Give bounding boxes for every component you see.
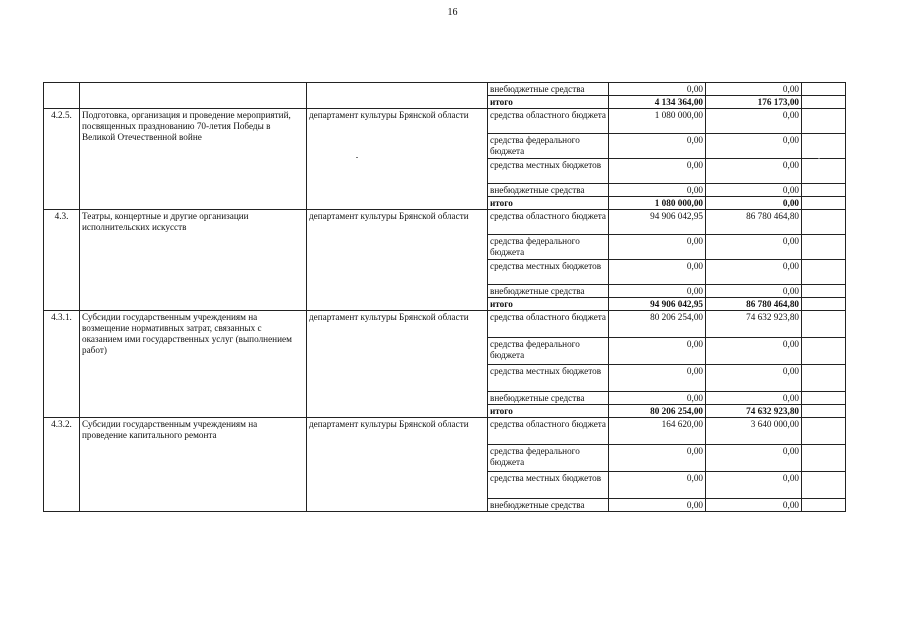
empty-cell xyxy=(802,83,846,96)
empty-cell xyxy=(802,96,846,109)
amount-cell-1: 164 620,00 xyxy=(609,418,706,445)
empty-cell xyxy=(802,298,846,311)
amount-cell-1: 94 906 042,95 xyxy=(609,210,706,235)
table-row xyxy=(44,311,846,338)
funding-source-cell: средства федерального бюджета xyxy=(488,235,609,260)
amount-cell-2: 0,00 xyxy=(706,83,802,96)
funding-source-cell: средства областного бюджета xyxy=(488,418,609,445)
funding-source-cell: внебюджетные средства xyxy=(488,499,609,512)
amount-cell-1: 4 134 364,00 xyxy=(609,96,706,109)
item-number-cell: 4.3.1. xyxy=(44,311,80,418)
item-number-cell: 4.2.5. xyxy=(44,109,80,210)
department-cell: департамент культуры Брянской области xyxy=(307,418,488,512)
empty-cell xyxy=(802,499,846,512)
funding-source-cell: средства областного бюджета xyxy=(488,311,609,338)
funding-source-cell: средства областного бюджета xyxy=(488,210,609,235)
amount-cell-1: 80 206 254,00 xyxy=(609,405,706,418)
amount-cell-1: 0,00 xyxy=(609,134,706,159)
table-row xyxy=(44,109,846,134)
table-row xyxy=(44,418,846,445)
department-cell: департамент культуры Брянской области xyxy=(307,210,488,311)
amount-cell-1: 0,00 xyxy=(609,499,706,512)
empty-cell xyxy=(802,405,846,418)
item-number-cell: 4.3.2. xyxy=(44,418,80,512)
empty-cell xyxy=(802,159,846,184)
empty-cell xyxy=(802,285,846,298)
budget-table xyxy=(43,82,846,512)
department-cell xyxy=(307,83,488,109)
amount-cell-2: 0,00 xyxy=(706,159,802,184)
amount-cell-1: 0,00 xyxy=(609,472,706,499)
amount-cell-2: 3 640 000,00 xyxy=(706,418,802,445)
empty-cell xyxy=(802,197,846,210)
item-name-cell: Субсидии государственным учреждениям на проведение капитального ремонта xyxy=(80,418,307,512)
scan-speck xyxy=(818,158,820,159)
item-name-cell: Субсидии государственным учреждениям на возмещение нормативных затрат, связанных с оказанием ими государственных услуг (выполнением работ) xyxy=(80,311,307,418)
table-body xyxy=(44,83,846,512)
amount-cell-2: 0,00 xyxy=(706,109,802,134)
amount-cell-2: 0,00 xyxy=(706,260,802,285)
department-cell: департамент культуры Брянской области xyxy=(307,109,488,210)
empty-cell xyxy=(802,445,846,472)
funding-source-cell: средства федерального бюджета xyxy=(488,134,609,159)
funding-source-cell: итого xyxy=(488,96,609,109)
item-number-cell: 4.3. xyxy=(44,210,80,311)
empty-cell xyxy=(802,184,846,197)
funding-source-cell: средства областного бюджета xyxy=(488,109,609,134)
table-row xyxy=(44,210,846,235)
empty-cell xyxy=(802,392,846,405)
amount-cell-2: 86 780 464,80 xyxy=(706,210,802,235)
funding-source-cell: средства местных бюджетов xyxy=(488,365,609,392)
amount-cell-1: 80 206 254,00 xyxy=(609,311,706,338)
funding-source-cell: средства федерального бюджета xyxy=(488,338,609,365)
item-number-cell xyxy=(44,83,80,109)
amount-cell-2: 0,00 xyxy=(706,235,802,260)
empty-cell xyxy=(802,109,846,134)
empty-cell xyxy=(802,338,846,365)
amount-cell-1: 0,00 xyxy=(609,159,706,184)
funding-source-cell: итого xyxy=(488,405,609,418)
empty-cell xyxy=(802,472,846,499)
amount-cell-1: 1 080 000,00 xyxy=(609,197,706,210)
empty-cell xyxy=(802,365,846,392)
amount-cell-2: 0,00 xyxy=(706,197,802,210)
item-name-cell: Подготовка, организация и проведение мероприятий, посвященных празднованию 70-летия Победы в Великой Отечественной войне xyxy=(80,109,307,210)
amount-cell-2: 0,00 xyxy=(706,285,802,298)
empty-cell xyxy=(802,311,846,338)
funding-source-cell: средства местных бюджетов xyxy=(488,260,609,285)
amount-cell-2: 0,00 xyxy=(706,472,802,499)
amount-cell-2: 0,00 xyxy=(706,392,802,405)
funding-source-cell: итого xyxy=(488,298,609,311)
funding-source-cell: внебюджетные средства xyxy=(488,285,609,298)
scan-speck xyxy=(356,157,358,158)
amount-cell-2: 74 632 923,80 xyxy=(706,311,802,338)
amount-cell-2: 86 780 464,80 xyxy=(706,298,802,311)
funding-source-cell: внебюджетные средства xyxy=(488,392,609,405)
page-number: 16 xyxy=(447,7,458,18)
amount-cell-2: 0,00 xyxy=(706,499,802,512)
amount-cell-1: 0,00 xyxy=(609,392,706,405)
funding-source-cell: средства местных бюджетов xyxy=(488,159,609,184)
funding-source-cell: средства местных бюджетов xyxy=(488,472,609,499)
amount-cell-2: 0,00 xyxy=(706,445,802,472)
amount-cell-2: 0,00 xyxy=(706,365,802,392)
amount-cell-1: 0,00 xyxy=(609,184,706,197)
item-name-cell: Театры, концертные и другие организации исполнительских искусств xyxy=(80,210,307,311)
funding-source-cell: внебюджетные средства xyxy=(488,83,609,96)
funding-source-cell: итого xyxy=(488,197,609,210)
empty-cell xyxy=(802,418,846,445)
department-cell: департамент культуры Брянской области xyxy=(307,311,488,418)
table-row xyxy=(44,83,846,96)
amount-cell-1: 0,00 xyxy=(609,235,706,260)
funding-source-cell: средства федерального бюджета xyxy=(488,445,609,472)
amount-cell-1: 0,00 xyxy=(609,285,706,298)
amount-cell-2: 0,00 xyxy=(706,134,802,159)
amount-cell-1: 0,00 xyxy=(609,260,706,285)
amount-cell-2: 0,00 xyxy=(706,338,802,365)
empty-cell xyxy=(802,210,846,235)
amount-cell-1: 0,00 xyxy=(609,338,706,365)
amount-cell-2: 176 173,00 xyxy=(706,96,802,109)
amount-cell-1: 0,00 xyxy=(609,365,706,392)
funding-source-cell: внебюджетные средства xyxy=(488,184,609,197)
amount-cell-2: 74 632 923,80 xyxy=(706,405,802,418)
amount-cell-1: 0,00 xyxy=(609,83,706,96)
amount-cell-2: 0,00 xyxy=(706,184,802,197)
amount-cell-1: 94 906 042,95 xyxy=(609,298,706,311)
empty-cell xyxy=(802,260,846,285)
empty-cell xyxy=(802,235,846,260)
empty-cell xyxy=(802,134,846,159)
item-name-cell xyxy=(80,83,307,109)
amount-cell-1: 1 080 000,00 xyxy=(609,109,706,134)
amount-cell-1: 0,00 xyxy=(609,445,706,472)
